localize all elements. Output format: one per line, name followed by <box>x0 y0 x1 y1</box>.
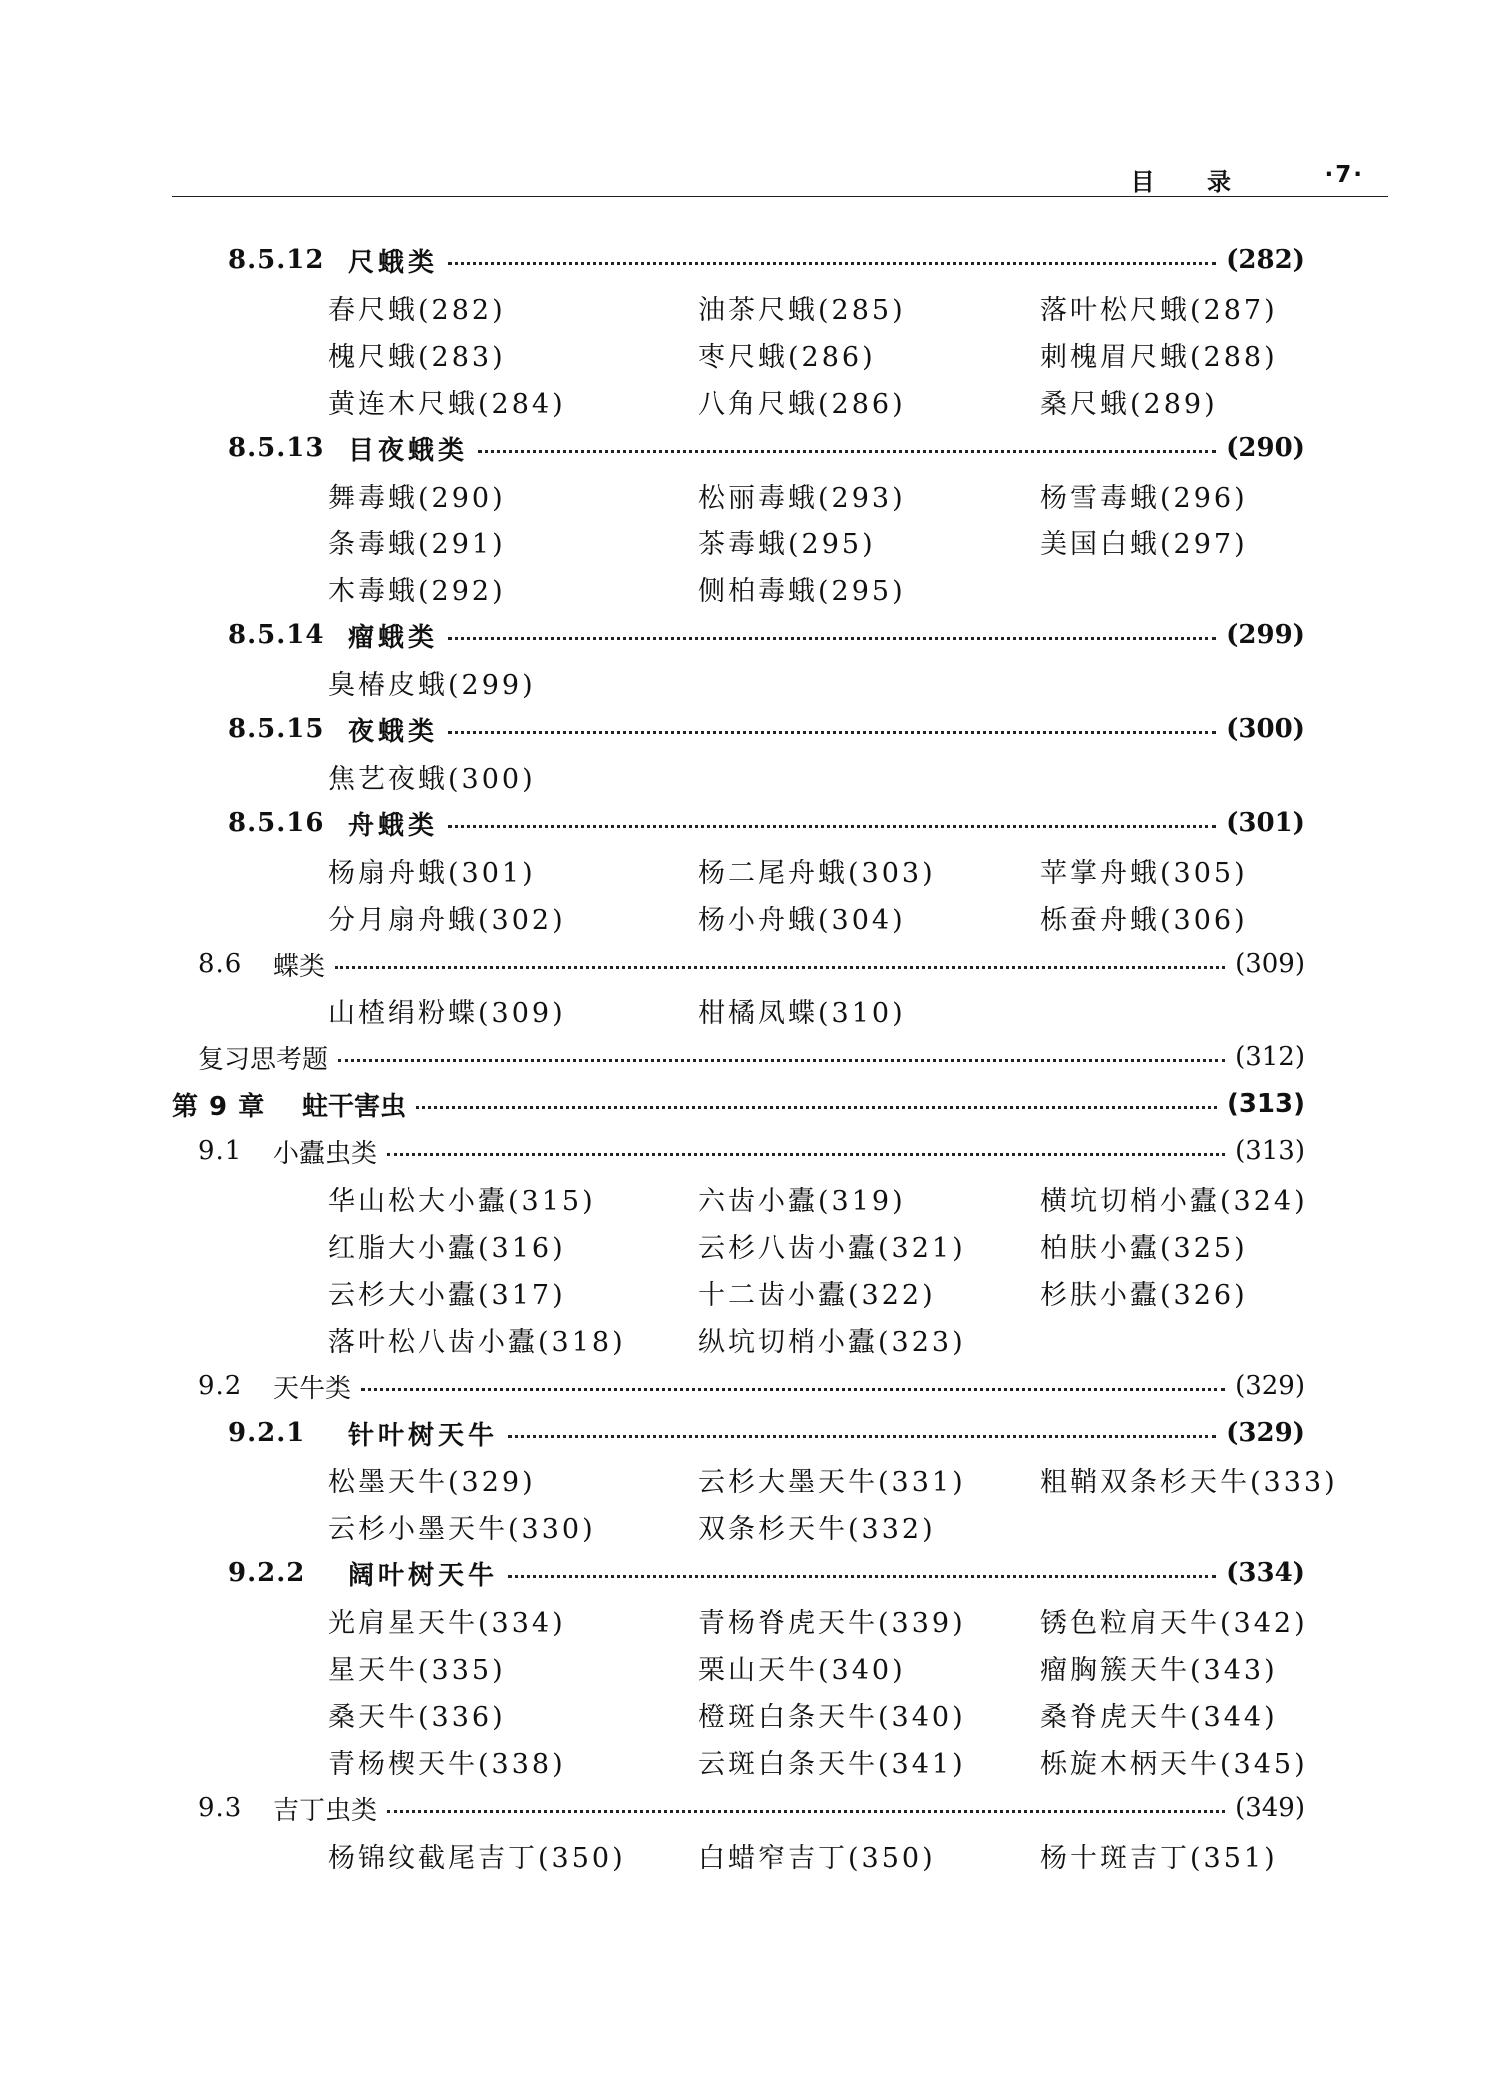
page-reference: (301) <box>1226 808 1305 838</box>
dot-leader <box>338 1042 1225 1072</box>
toc-entry[interactable]: 苹掌舟蛾(305) <box>1040 857 1248 889</box>
toc-entry[interactable]: 舞毒蛾(290) <box>328 482 506 514</box>
page-reference: (329) <box>1226 1418 1305 1448</box>
section-number: 9.1 <box>198 1136 243 1166</box>
dot-leader <box>387 1793 1225 1823</box>
toc-entry[interactable]: 光肩星天牛(334) <box>328 1607 566 1639</box>
toc-entry[interactable]: 分月扇舟蛾(302) <box>328 904 566 936</box>
toc-entry[interactable]: 焦艺夜蛾(300) <box>328 763 536 795</box>
toc-entry[interactable]: 山楂绢粉蝶(309) <box>328 997 566 1029</box>
page-reference: (290) <box>1226 433 1305 463</box>
toc-entry[interactable]: 锈色粒肩天牛(342) <box>1040 1607 1308 1639</box>
review-questions-line[interactable] <box>198 1037 1305 1077</box>
toc-entry[interactable]: 青杨楔天牛(338) <box>328 1748 566 1780</box>
section-number: 8.5.16 <box>228 808 325 838</box>
section-heading[interactable] <box>228 1413 1305 1453</box>
dot-leader <box>335 949 1225 979</box>
page-reference: (313) <box>1226 1089 1305 1119</box>
section-heading[interactable] <box>228 1553 1305 1593</box>
section-number: 8.5.13 <box>228 433 325 463</box>
toc-entry[interactable]: 松墨天牛(329) <box>328 1466 536 1498</box>
toc-entry[interactable]: 柑橘凤蝶(310) <box>698 997 906 1029</box>
toc-entry[interactable]: 栎蚕舟蛾(306) <box>1040 904 1248 936</box>
toc-entry[interactable]: 桑天牛(336) <box>328 1701 506 1733</box>
section-heading[interactable] <box>228 615 1305 655</box>
toc-entry[interactable]: 橙斑白条天牛(340) <box>698 1701 966 1733</box>
toc-entry[interactable]: 侧柏毒蛾(295) <box>698 575 906 607</box>
section-title: 目夜蛾类 <box>348 435 469 466</box>
dot-leader <box>416 1089 1217 1119</box>
dot-leader <box>508 1558 1216 1588</box>
section-number: 9.2 <box>198 1371 243 1401</box>
section-number: 9.3 <box>198 1793 243 1823</box>
toc-entry[interactable]: 落叶松尺蛾(287) <box>1040 294 1278 326</box>
page-reference: (299) <box>1226 620 1305 650</box>
section-heading[interactable] <box>198 1788 1305 1828</box>
toc-entry[interactable]: 木毒蛾(292) <box>328 575 506 607</box>
section-number: 8.6 <box>198 949 243 979</box>
dot-leader <box>478 433 1216 463</box>
page-reference: (349) <box>1235 1793 1305 1823</box>
toc-entry[interactable]: 条毒蛾(291) <box>328 528 506 560</box>
section-title: 复习思考题 <box>198 1044 329 1075</box>
section-number: 第 9 章 <box>172 1091 266 1122</box>
chapter-heading[interactable] <box>172 1084 1305 1124</box>
page-number: ·7· <box>1324 162 1364 188</box>
section-heading[interactable] <box>198 944 1305 984</box>
running-header <box>172 160 1388 197</box>
section-heading[interactable] <box>228 709 1305 749</box>
page-reference: (282) <box>1226 245 1305 275</box>
toc-entry[interactable]: 青杨脊虎天牛(339) <box>698 1607 966 1639</box>
header-title: 目 录 <box>1130 168 1253 196</box>
toc-entry[interactable]: 臭椿皮蛾(299) <box>328 669 536 701</box>
toc-entry[interactable]: 云杉小墨天牛(330) <box>328 1513 596 1545</box>
section-title: 天牛类 <box>273 1373 352 1404</box>
dot-leader <box>361 1371 1225 1401</box>
toc-entry[interactable]: 华山松大小蠹(315) <box>328 1185 596 1217</box>
section-heading[interactable] <box>228 428 1305 468</box>
toc-entry[interactable]: 美国白蛾(297) <box>1040 528 1248 560</box>
toc-entry[interactable]: 杨锦纹截尾吉丁(350) <box>328 1842 626 1874</box>
toc-entry[interactable]: 茶毒蛾(295) <box>698 528 876 560</box>
toc-entry[interactable]: 春尺蛾(282) <box>328 294 506 326</box>
page-reference: (334) <box>1226 1558 1305 1588</box>
toc-entry[interactable]: 黄连木尺蛾(284) <box>328 388 566 420</box>
section-title: 针叶树天牛 <box>348 1420 499 1451</box>
toc-entry[interactable]: 白蜡窄吉丁(350) <box>698 1842 936 1874</box>
toc-entry[interactable]: 落叶松八齿小蠹(318) <box>328 1326 626 1358</box>
section-title: 吉丁虫类 <box>273 1795 378 1826</box>
section-number: 8.5.12 <box>228 245 325 275</box>
section-title: 小蠹虫类 <box>273 1138 378 1169</box>
toc-entry[interactable]: 油茶尺蛾(285) <box>698 294 906 326</box>
section-title: 蝶类 <box>273 951 326 982</box>
dot-leader <box>508 1418 1216 1448</box>
toc-entry[interactable]: 杨二尾舟蛾(303) <box>698 857 936 889</box>
toc-entry[interactable]: 桑尺蛾(289) <box>1040 388 1218 420</box>
dot-leader <box>448 245 1216 275</box>
dot-leader <box>448 808 1216 838</box>
toc-entry[interactable]: 栎旋木柄天牛(345) <box>1040 1748 1308 1780</box>
toc-entry[interactable]: 星天牛(335) <box>328 1654 506 1686</box>
toc-entry[interactable]: 粗鞘双条杉天牛(333) <box>1040 1466 1338 1498</box>
toc-entry[interactable]: 六齿小蠹(319) <box>698 1185 906 1217</box>
toc-entry[interactable]: 槐尺蛾(283) <box>328 341 506 373</box>
toc-entry[interactable]: 枣尺蛾(286) <box>698 341 876 373</box>
page-reference: (313) <box>1235 1136 1305 1166</box>
section-number: 9.2.1 <box>228 1418 306 1448</box>
dot-leader <box>448 714 1216 744</box>
section-title: 夜蛾类 <box>348 716 439 747</box>
dot-leader <box>387 1136 1225 1166</box>
toc-entry[interactable]: 刺槐眉尺蛾(288) <box>1040 341 1278 373</box>
dot-leader <box>448 620 1216 650</box>
toc-entry[interactable]: 双条杉天牛(332) <box>698 1513 936 1545</box>
section-number: 9.2.2 <box>228 1558 306 1588</box>
toc-entry[interactable]: 杨小舟蛾(304) <box>698 904 906 936</box>
section-title: 尺蛾类 <box>348 247 439 278</box>
toc-entry[interactable]: 杨扇舟蛾(301) <box>328 857 536 889</box>
toc-entry[interactable]: 桑脊虎天牛(344) <box>1040 1701 1278 1733</box>
toc-entry[interactable]: 十二齿小蠹(322) <box>698 1279 936 1311</box>
toc-entry[interactable]: 杨雪毒蛾(296) <box>1040 482 1248 514</box>
toc-entry[interactable]: 云斑白条天牛(341) <box>698 1748 966 1780</box>
page-reference: (300) <box>1226 714 1305 744</box>
toc-entry[interactable]: 云杉大小蠹(317) <box>328 1279 566 1311</box>
toc-entry[interactable]: 横坑切梢小蠹(324) <box>1040 1185 1308 1217</box>
section-number: 8.5.15 <box>228 714 325 744</box>
toc-entry[interactable]: 松丽毒蛾(293) <box>698 482 906 514</box>
section-number: 8.5.14 <box>228 620 325 650</box>
toc-entry[interactable]: 云杉大墨天牛(331) <box>698 1466 966 1498</box>
toc-entry[interactable]: 瘤胸簇天牛(343) <box>1040 1654 1278 1686</box>
section-title: 蛀干害虫 <box>302 1091 407 1122</box>
toc-entry[interactable]: 红脂大小蠹(316) <box>328 1232 566 1264</box>
toc-entry[interactable]: 云杉八齿小蠹(321) <box>698 1232 966 1264</box>
section-heading[interactable] <box>228 803 1305 843</box>
section-heading[interactable] <box>228 240 1305 280</box>
section-heading[interactable] <box>198 1131 1305 1171</box>
page-reference: (309) <box>1235 949 1305 979</box>
section-title: 舟蛾类 <box>348 810 439 841</box>
toc-entry[interactable]: 纵坑切梢小蠹(323) <box>698 1326 966 1358</box>
section-title: 瘤蛾类 <box>348 622 439 653</box>
section-title: 阔叶树天牛 <box>348 1560 499 1591</box>
section-heading[interactable] <box>198 1366 1305 1406</box>
page-reference: (312) <box>1235 1042 1305 1072</box>
toc-entry[interactable]: 栗山天牛(340) <box>698 1654 906 1686</box>
toc-entry[interactable]: 杉肤小蠹(326) <box>1040 1279 1248 1311</box>
toc-entry[interactable]: 杨十斑吉丁(351) <box>1040 1842 1278 1874</box>
toc-entry[interactable]: 柏肤小蠹(325) <box>1040 1232 1248 1264</box>
page-reference: (329) <box>1235 1371 1305 1401</box>
toc-entry[interactable]: 八角尺蛾(286) <box>698 388 906 420</box>
